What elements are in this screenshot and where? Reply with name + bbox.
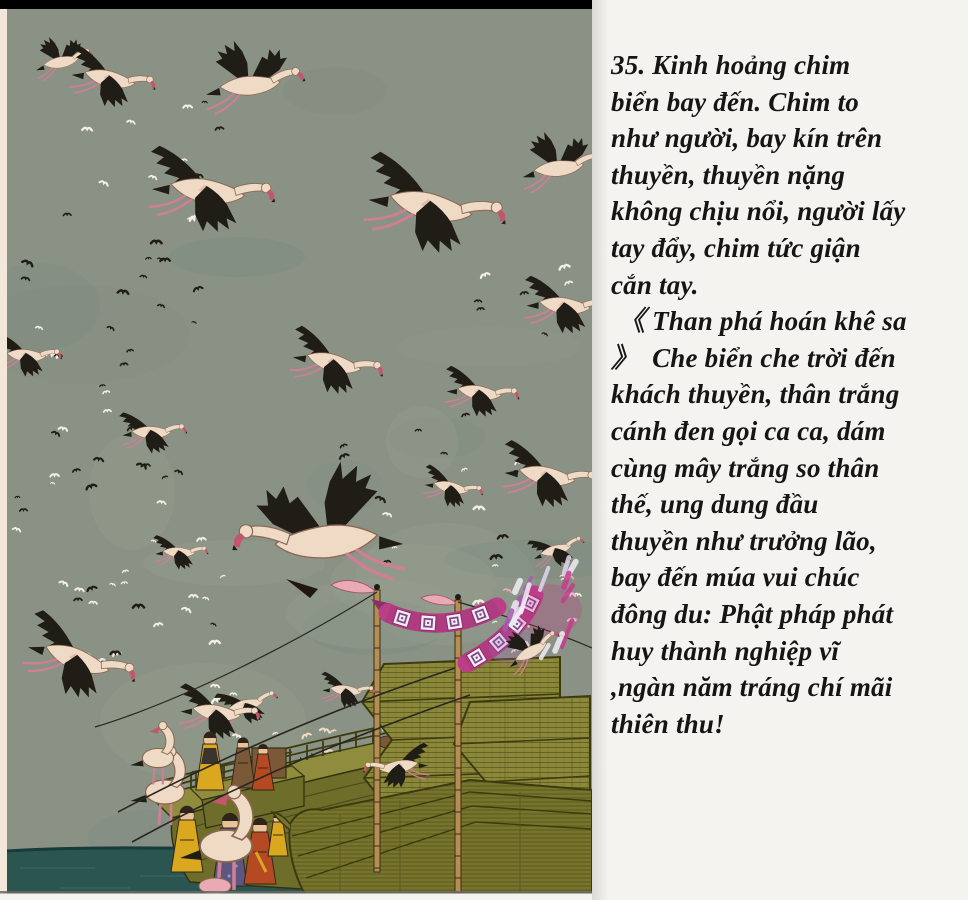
- mast: [455, 594, 461, 893]
- story-line: tay đẩy, chim tức giận: [611, 232, 861, 263]
- page-gutter-shadow: [592, 0, 608, 900]
- story-line: 》 Che biển che trời đến: [611, 342, 896, 373]
- story-line: cánh đen gọi ca ca, dám: [611, 415, 886, 446]
- story-line: thuyền, thuyền nặng: [611, 159, 846, 190]
- story-line: thiên thu!: [611, 708, 725, 739]
- story-line: biển bay đến. Chim to: [611, 86, 859, 117]
- story-line: bay đến múa vui chúc: [611, 562, 860, 593]
- story-line: như người, bay kín trên: [611, 123, 883, 154]
- story-line: thuyền như trưởng lão,: [611, 525, 877, 556]
- story-line: đông du: Phật pháp phát: [611, 598, 894, 629]
- story-text: [611, 47, 963, 742]
- story-line: cắn tay.: [611, 269, 699, 300]
- story-line: thế, ung dung đầu: [611, 489, 819, 520]
- story-line: không chịu nổi, người lấy: [611, 196, 906, 227]
- story-line: ,ngàn năm tráng chí mãi: [611, 672, 893, 703]
- story-line: huy thành nghiệp vĩ: [611, 635, 840, 666]
- story-line: cùng mây trắng so thân: [611, 452, 880, 483]
- story-line: khách thuyền, thân trắng: [611, 379, 900, 410]
- story-line: 《 Than phá hoán khê sa: [611, 306, 907, 337]
- story-line: 35. Kinh hoảng chim: [611, 50, 851, 80]
